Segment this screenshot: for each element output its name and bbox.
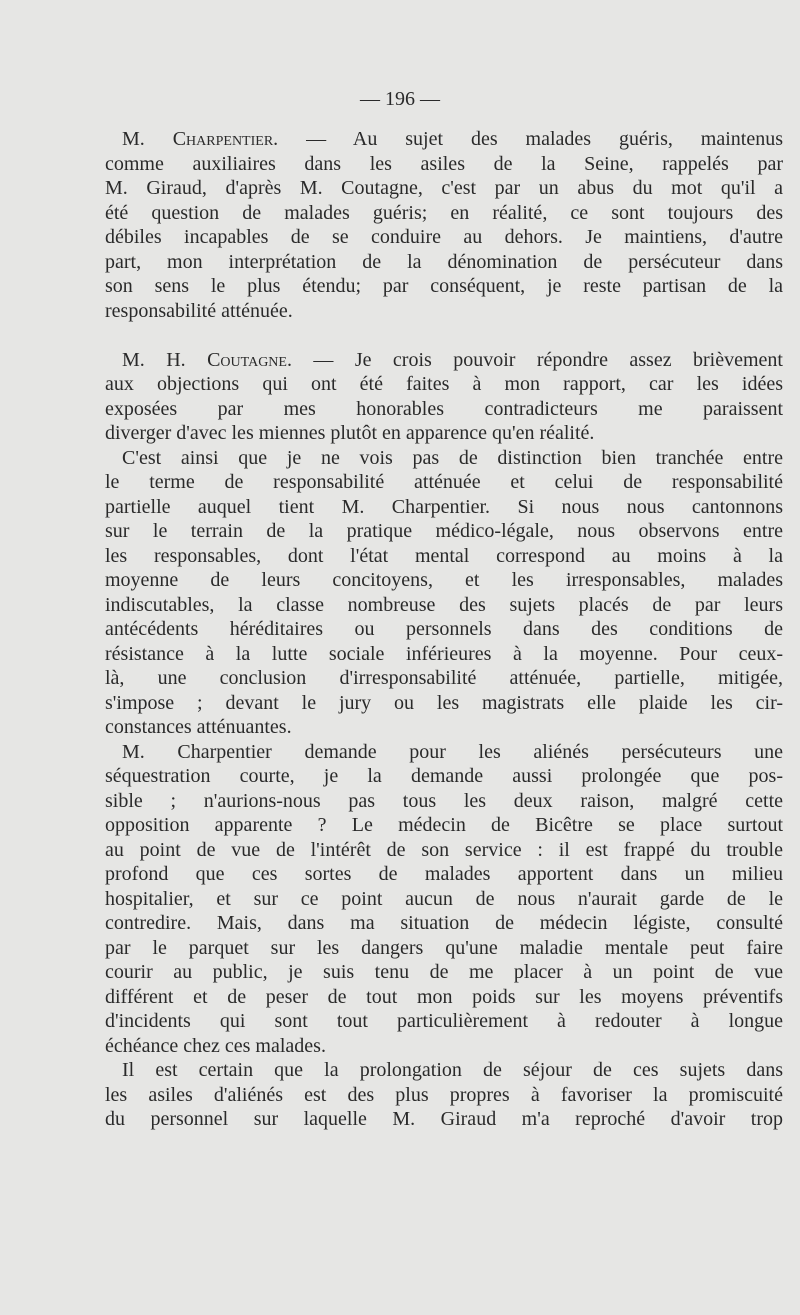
paragraph xyxy=(105,446,783,740)
text-line: contredire. Mais, dans ma situation de médecin légiste, consulté xyxy=(105,912,783,934)
text-line: exposées par mes honorables contradicteurs me paraissent xyxy=(105,397,783,420)
text-line: séquestration courte, je la demande aussi prolongée que pos- xyxy=(105,765,783,787)
paragraph xyxy=(105,348,783,446)
text-line: le terme de responsabilité atténuée et celui de responsabilité xyxy=(105,471,783,493)
text-line: antécédents héréditaires ou personnels dans des conditions de xyxy=(105,618,783,640)
text-line: hospitalier, et sur ce point aucun de nous n'aurait garde de le xyxy=(105,887,783,910)
text-line: courir au public, je suis tenu de me placer à un point de vue xyxy=(105,961,783,983)
text-line: par le parquet sur les dangers qu'une maladie mentale peut faire xyxy=(105,936,783,959)
text-line: du personnel sur laquelle M. Giraud m'a reproché d'avoir trop xyxy=(105,1108,783,1130)
text-line: opposition apparente ? Le médecin de Bicêtre se place surtout xyxy=(105,814,783,836)
text-line: C'est ainsi que je ne vois pas de distinction bien tranchée entre xyxy=(122,446,783,469)
text-line: sible ; n'aurions-nous pas tous les deux raison, malgré cette xyxy=(105,789,783,812)
text-line: échéance chez ces malades. xyxy=(105,1034,326,1057)
text-line: au point de vue de l'intérêt de son service : il est frappé du trouble xyxy=(105,838,783,861)
text-line: M. Charpentier. — Au sujet des malades guéris, maintenus xyxy=(122,128,783,150)
text-line: Il est certain que la prolongation de séjour de ces sujets dans xyxy=(122,1059,783,1081)
text-line: là, une conclusion d'irresponsabilité atténuée, partielle, mitigée, xyxy=(105,667,783,689)
text-line: M. Giraud, d'après M. Coutagne, c'est par un abus du mot qu'il a xyxy=(105,177,783,199)
text-line: s'impose ; devant le jury ou les magistrats elle plaide les cir- xyxy=(105,691,783,714)
text-line: les asiles d'aliénés est des plus propres à favoriser la promiscuité xyxy=(105,1083,783,1106)
text-line: responsabilité atténuée. xyxy=(105,299,293,322)
text-line: constances atténuantes. xyxy=(105,716,292,738)
paragraph xyxy=(105,740,783,1059)
text-line: été question de malades guéris; en réalité, ce sont toujours des xyxy=(105,201,783,224)
text-line: partielle auquel tient M. Charpentier. Si nous nous cantonnons xyxy=(105,495,783,518)
text-line: part, mon interprétation de la dénomination de persécuteur dans xyxy=(105,250,783,273)
text-line: son sens le plus étendu; par conséquent, je reste partisan de la xyxy=(105,275,783,297)
text-line: indiscutables, la classe nombreuse des sujets placés de par leurs xyxy=(105,593,783,616)
text-line: d'incidents qui sont tout particulièrement à redouter à longue xyxy=(105,1010,783,1032)
speaker-name: M. Charpentier. xyxy=(122,128,279,150)
text-line: diverger d'avec les miennes plutôt en apparence qu'en réalité. xyxy=(105,422,595,444)
text-line: moyenne de leurs concitoyens, et les irresponsables, malades xyxy=(105,569,783,591)
text-line: résistance à la lutte sociale inférieures à la moyenne. Pour ceux- xyxy=(105,642,783,665)
speaker-name: M. H. Coutagne. xyxy=(122,348,292,371)
paragraph-gap xyxy=(105,323,783,348)
body-text xyxy=(105,127,783,1132)
text-line: débiles incapables de se conduire au dehors. Je maintiens, d'autre xyxy=(105,226,783,248)
text-line: aux objections qui ont été faites à mon rapport, car les idées xyxy=(105,373,783,395)
text-line: profond que ces sortes de malades apportent dans un milieu xyxy=(105,863,783,885)
text-line: M. H. Coutagne. — Je crois pouvoir répondre assez brièvement xyxy=(122,348,783,371)
text-line: différent et de peser de tout mon poids sur les moyens préventifs xyxy=(105,985,783,1008)
text-line: comme auxiliaires dans les asiles de la Seine, rappelés par xyxy=(105,152,783,175)
text-line: sur le terrain de la pratique médico-légale, nous observons entre xyxy=(105,520,783,542)
page-number: — 196 — xyxy=(360,88,440,110)
paragraph xyxy=(105,127,783,323)
text-line: les responsables, dont l'état mental correspond au moins à la xyxy=(105,544,783,567)
paragraph xyxy=(105,1058,783,1132)
text-line: M. Charpentier demande pour les aliénés persécuteurs une xyxy=(122,740,783,763)
